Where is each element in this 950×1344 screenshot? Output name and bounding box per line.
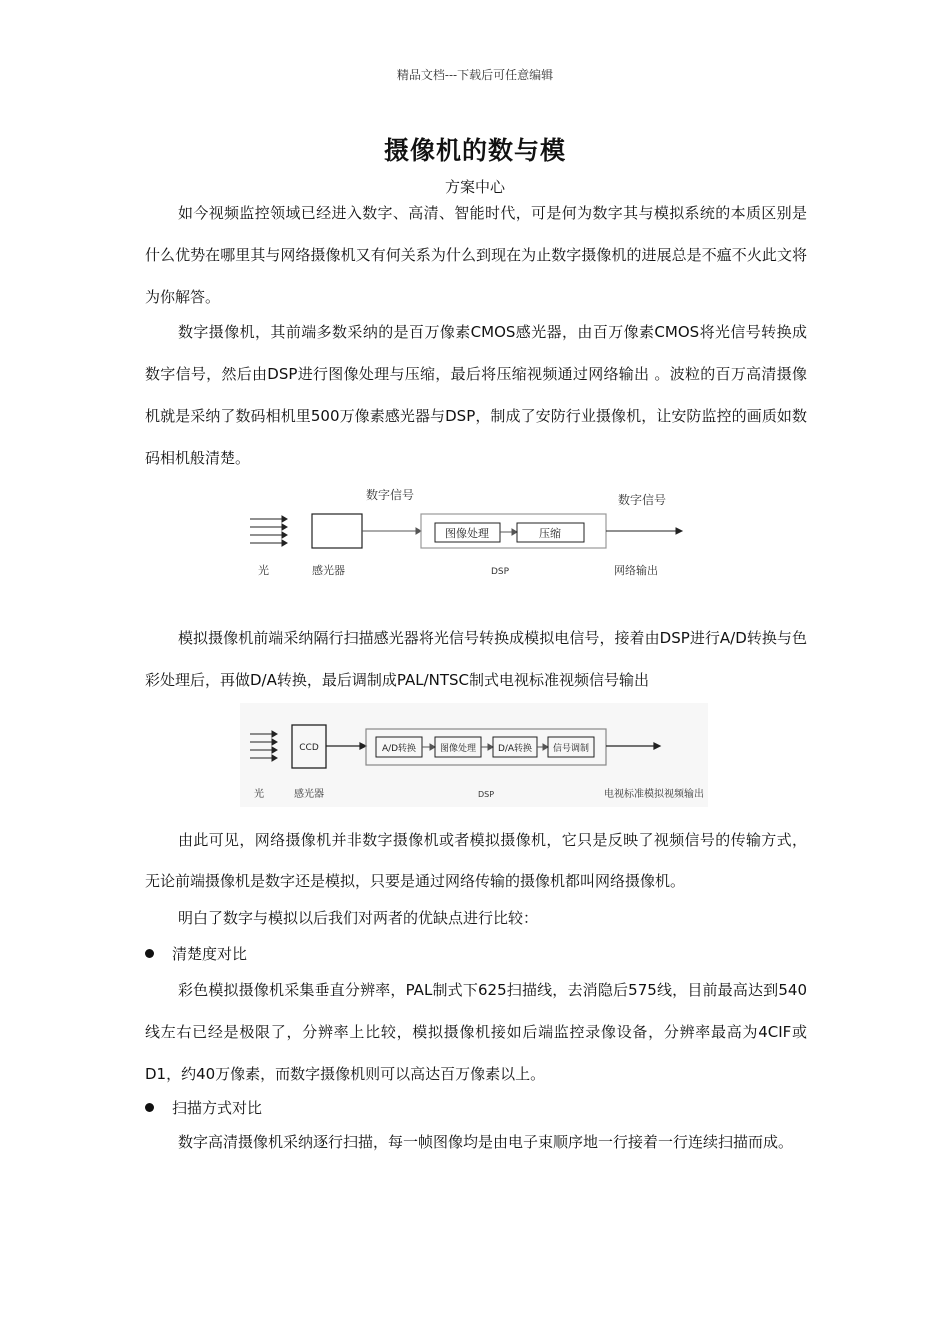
- da-convert-label: D/A转换: [497, 744, 533, 754]
- paragraph-comparison-intro: 明白了数字与模拟以后我们对两者的优缺点进行比较：: [178, 909, 539, 927]
- analog-camera-diagram: [240, 703, 710, 809]
- bullet-scan-mode: [145, 1098, 262, 1118]
- signal-in-label: 数字信号: [366, 488, 415, 502]
- image-process-label: 图像处理: [439, 744, 477, 754]
- dsp-label: DSP: [491, 567, 510, 577]
- ad-convert-label: A/D转换: [381, 744, 417, 754]
- digital-camera-diagram: [240, 484, 710, 584]
- light-arrows: [250, 516, 287, 546]
- bullet-dot-icon: [145, 949, 154, 958]
- signal-out-label: 数字信号: [618, 493, 667, 507]
- page-header: 精品文档---下载后可任意编辑: [396, 68, 554, 82]
- light-label: 光: [254, 789, 264, 800]
- bullet-dot-icon: [145, 1103, 154, 1112]
- compress-label: 压缩: [539, 527, 561, 540]
- sensor-box: [312, 514, 362, 548]
- sensor-label: 感光器: [294, 789, 324, 800]
- light-label: 光: [258, 564, 269, 577]
- paragraph-analog-camera: 模拟摄像机前端采纳隔行扫描感光器将光信号转换成模拟电信号，接着由DSP进行A/D转换与色彩处理后，再做D/A转换，最后调制成PAL/NTSC制式电视标准视频信号输出: [145, 629, 807, 689]
- paragraph-scan-mode: 数字高清摄像机采纳逐行扫描，每一帧图像均是由电子束顺序地一行接着一行连续扫描而成。: [178, 1133, 794, 1151]
- signal-modulate-label: 信号调制: [552, 744, 590, 754]
- bullet-clarity: [145, 944, 247, 964]
- ccd-label: CCD: [299, 743, 319, 753]
- page-title: 摄像机的数与模: [383, 136, 566, 165]
- dsp-label: DSP: [478, 790, 495, 799]
- bullet-scan-mode-label: 扫描方式对比: [172, 1099, 263, 1117]
- image-process-label: 图像处理: [445, 527, 489, 540]
- sensor-label: 感光器: [312, 564, 345, 577]
- bullet-clarity-label: 清楚度对比: [172, 945, 248, 963]
- paragraph-network-camera: 由此可见，网络摄像机并非数字摄像机或者模拟摄像机，它只是反映了视频信号的传输方式，无论前端摄像机是数字还是模拟，只要是通过网络传输的摄像机都叫网络摄像机。: [145, 831, 807, 890]
- paragraph-digital-camera: 数字摄像机，其前端多数采纳的是百万像素CMOS感光器，由百万像素CMOS将光信号转换成数字信号，然后由DSP进行图像处理与压缩，最后将压缩视频通过网络输出 。波粒的百万高清摄像机就是采纳了数码相机里500万像素感光器与DSP，制成了安防行业摄像机，让安防监控的画质如数码相机般清楚。: [145, 323, 807, 467]
- page-subtitle: 方案中心: [444, 178, 505, 196]
- network-output-label: 网络输出: [614, 564, 658, 577]
- paragraph-clarity: 彩色模拟摄像机采集垂直分辨率，PAL制式下625扫描线，去消隐后575线，目前最高达到540线左右已经是极限了，分辨率上比较，模拟摄像机接如后端监控录像设备，分辨率最高为4CIF或D1，约40万像素，而数字摄像机则可以高达百万像素以上。: [145, 981, 807, 1083]
- analog-output-label: 电视标准模拟视频输出: [604, 789, 704, 800]
- paragraph-intro: 如今视频监控领域已经进入数字、高清、智能时代，可是何为数字其与模拟系统的本质区别是什么优势在哪里其与网络摄像机又有何关系为什么到现在为止数字摄像机的进展总是不瘟不火此文将为你解答。: [145, 204, 807, 306]
